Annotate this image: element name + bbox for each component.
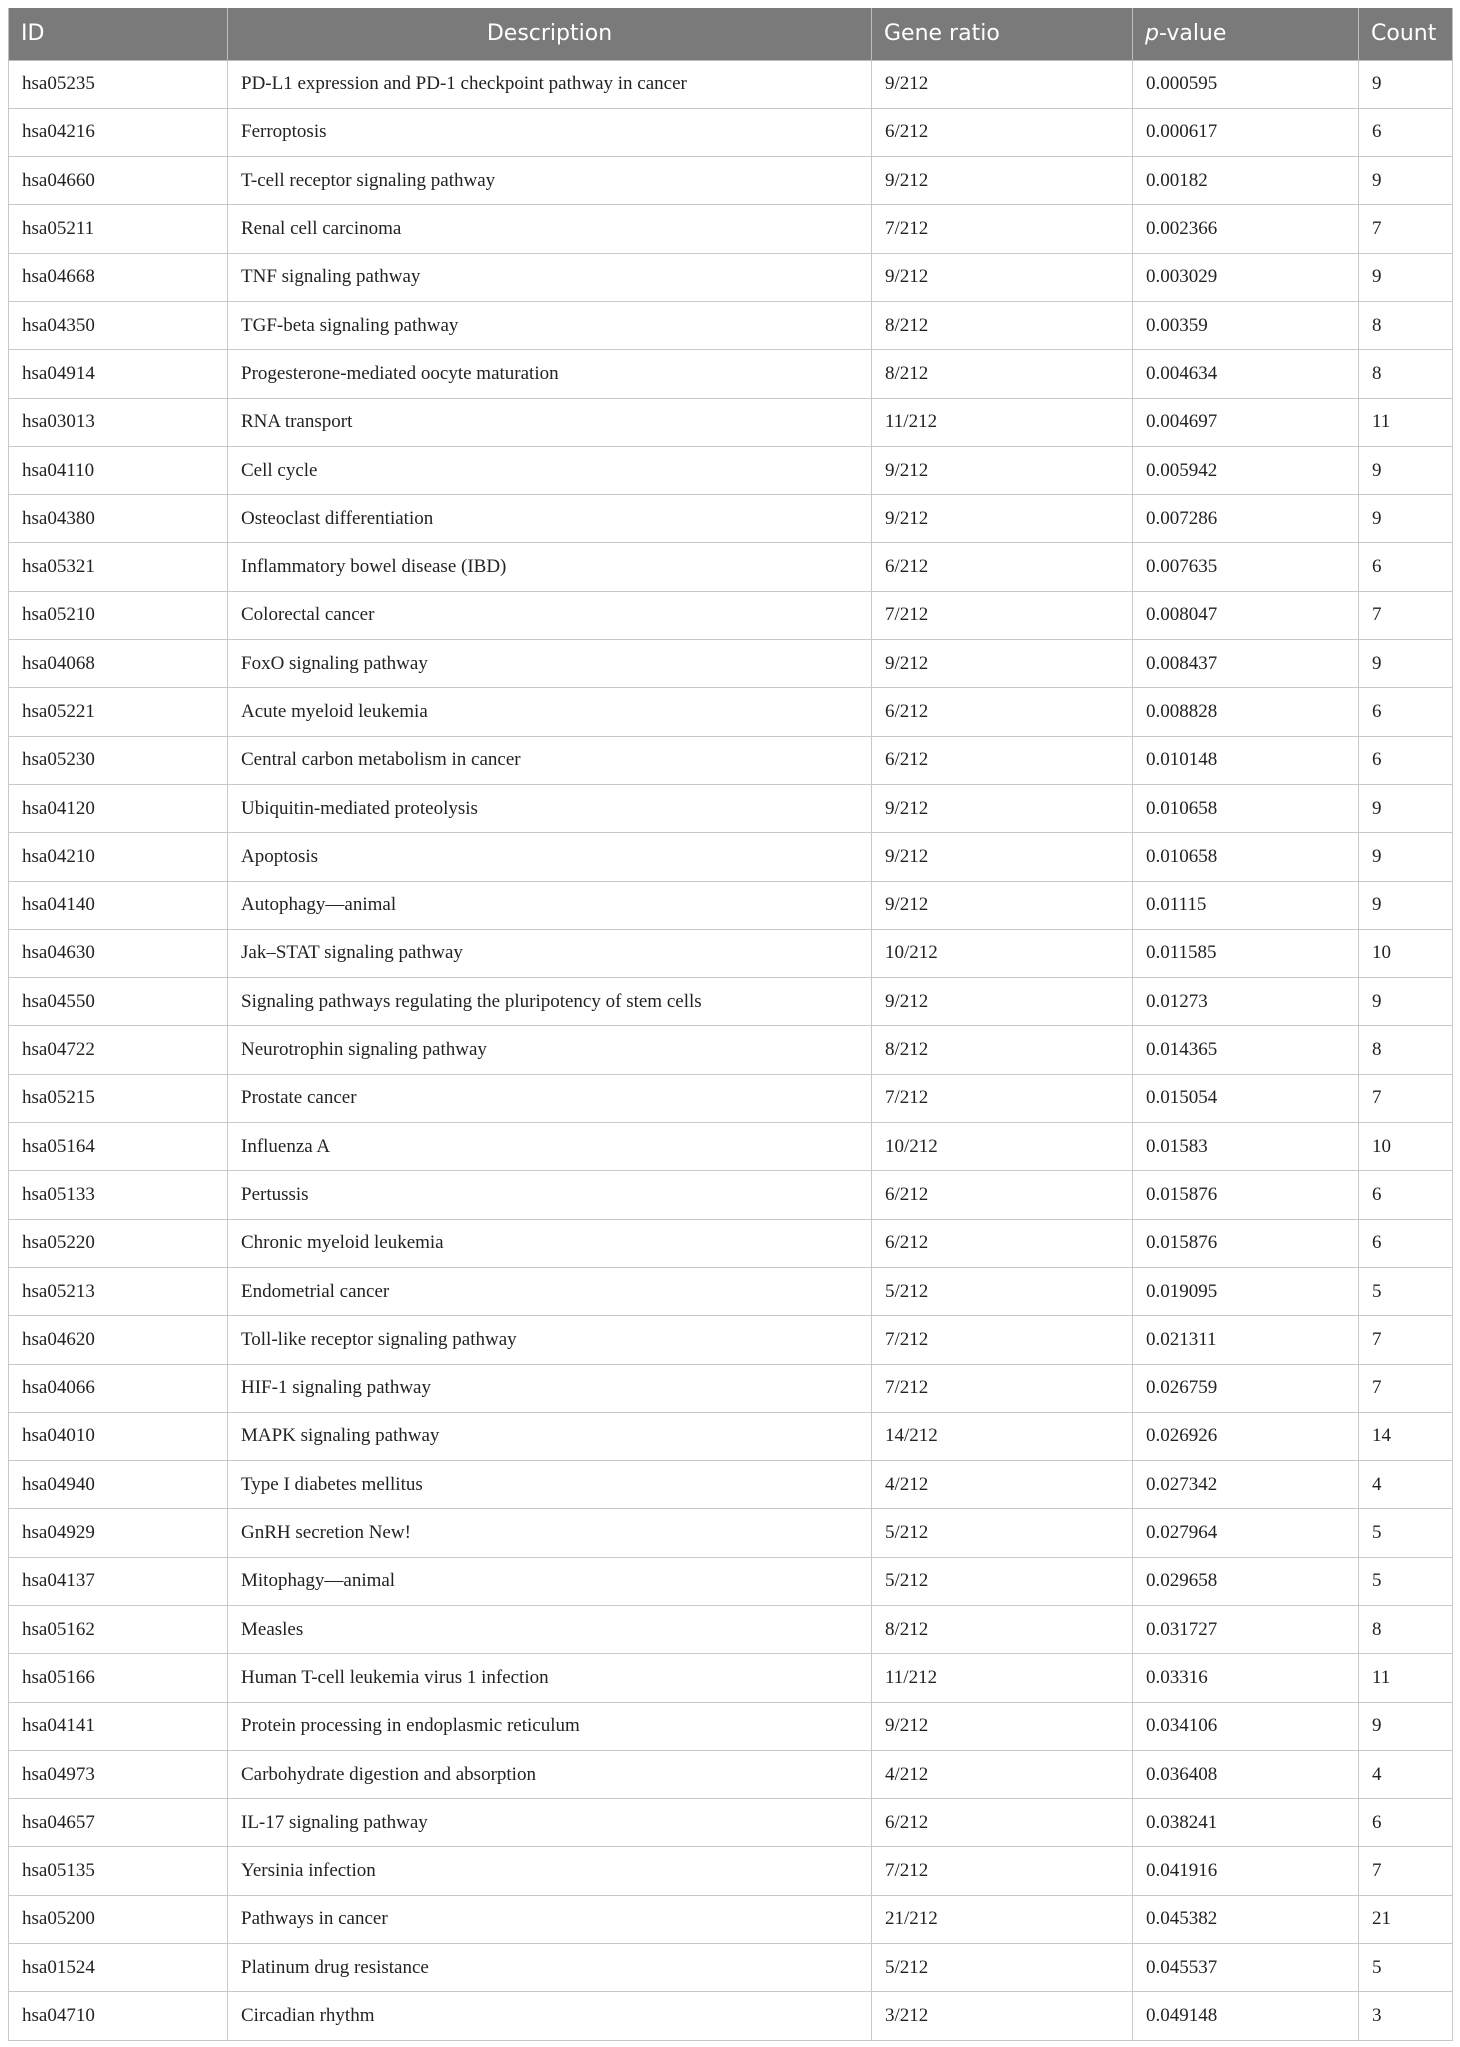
table-row xyxy=(9,350,1453,398)
cell-p-value: 0.026926 xyxy=(1133,1412,1359,1460)
cell-id: hsa04140 xyxy=(9,881,228,929)
cell-p-value: 0.027964 xyxy=(1133,1509,1359,1557)
cell-p-value: 0.015876 xyxy=(1133,1219,1359,1267)
table-row xyxy=(9,1799,1453,1847)
cell-gene-ratio: 8/212 xyxy=(872,1606,1133,1654)
header-p-value xyxy=(1133,8,1359,60)
cell-count: 11 xyxy=(1359,1654,1453,1702)
cell-gene-ratio: 9/212 xyxy=(872,495,1133,543)
table-row xyxy=(9,108,1453,156)
cell-id: hsa04010 xyxy=(9,1412,228,1460)
cell-id: hsa05230 xyxy=(9,736,228,784)
cell-count: 5 xyxy=(1359,1509,1453,1557)
cell-count: 9 xyxy=(1359,446,1453,494)
cell-gene-ratio: 9/212 xyxy=(872,640,1133,688)
header-count: Count xyxy=(1359,8,1453,60)
cell-p-value: 0.015054 xyxy=(1133,1074,1359,1122)
cell-id: hsa04210 xyxy=(9,833,228,881)
cell-p-value: 0.005942 xyxy=(1133,446,1359,494)
cell-id: hsa04620 xyxy=(9,1316,228,1364)
cell-description: Carbohydrate digestion and absorption xyxy=(228,1750,872,1798)
cell-gene-ratio: 14/212 xyxy=(872,1412,1133,1460)
cell-id: hsa03013 xyxy=(9,398,228,446)
cell-gene-ratio: 7/212 xyxy=(872,1364,1133,1412)
cell-id: hsa05135 xyxy=(9,1847,228,1895)
cell-count: 9 xyxy=(1359,833,1453,881)
cell-description: Renal cell carcinoma xyxy=(228,205,872,253)
cell-p-value: 0.038241 xyxy=(1133,1799,1359,1847)
table-row xyxy=(9,253,1453,301)
cell-description: FoxO signaling pathway xyxy=(228,640,872,688)
cell-gene-ratio: 7/212 xyxy=(872,1316,1133,1364)
kegg-enrichment-table xyxy=(8,8,1453,2041)
cell-gene-ratio: 7/212 xyxy=(872,1074,1133,1122)
cell-id: hsa04141 xyxy=(9,1702,228,1750)
table-row xyxy=(9,784,1453,832)
cell-p-value: 0.01273 xyxy=(1133,978,1359,1026)
cell-p-value: 0.045537 xyxy=(1133,1944,1359,1992)
cell-id: hsa05211 xyxy=(9,205,228,253)
cell-p-value: 0.036408 xyxy=(1133,1750,1359,1798)
cell-id: hsa05166 xyxy=(9,1654,228,1702)
cell-description: Neurotrophin signaling pathway xyxy=(228,1026,872,1074)
cell-gene-ratio: 10/212 xyxy=(872,1123,1133,1171)
table-row xyxy=(9,833,1453,881)
table-header xyxy=(9,8,1453,60)
cell-gene-ratio: 6/212 xyxy=(872,688,1133,736)
cell-p-value: 0.049148 xyxy=(1133,1992,1359,2040)
cell-count: 7 xyxy=(1359,1074,1453,1122)
cell-description: Pathways in cancer xyxy=(228,1895,872,1943)
cell-description: Yersinia infection xyxy=(228,1847,872,1895)
cell-count: 4 xyxy=(1359,1750,1453,1798)
cell-gene-ratio: 6/212 xyxy=(872,543,1133,591)
cell-count: 8 xyxy=(1359,1606,1453,1654)
cell-gene-ratio: 4/212 xyxy=(872,1750,1133,1798)
cell-id: hsa05210 xyxy=(9,591,228,639)
cell-description: Progesterone-mediated oocyte maturation xyxy=(228,350,872,398)
cell-p-value: 0.010148 xyxy=(1133,736,1359,784)
cell-p-value: 0.008437 xyxy=(1133,640,1359,688)
cell-id: hsa05213 xyxy=(9,1267,228,1315)
cell-p-value: 0.002366 xyxy=(1133,205,1359,253)
cell-p-value: 0.000595 xyxy=(1133,60,1359,108)
cell-description: GnRH secretion New! xyxy=(228,1509,872,1557)
cell-count: 8 xyxy=(1359,350,1453,398)
cell-count: 9 xyxy=(1359,881,1453,929)
table-row xyxy=(9,1412,1453,1460)
cell-description: Central carbon metabolism in cancer xyxy=(228,736,872,784)
table-row xyxy=(9,495,1453,543)
table-row xyxy=(9,736,1453,784)
cell-gene-ratio: 5/212 xyxy=(872,1557,1133,1605)
cell-description: Platinum drug resistance xyxy=(228,1944,872,1992)
table-row xyxy=(9,1654,1453,1702)
cell-count: 14 xyxy=(1359,1412,1453,1460)
cell-p-value: 0.00359 xyxy=(1133,301,1359,349)
cell-gene-ratio: 9/212 xyxy=(872,784,1133,832)
cell-description: Ubiquitin-mediated proteolysis xyxy=(228,784,872,832)
cell-count: 6 xyxy=(1359,1171,1453,1219)
table-row xyxy=(9,1557,1453,1605)
cell-gene-ratio: 9/212 xyxy=(872,1702,1133,1750)
cell-count: 10 xyxy=(1359,929,1453,977)
cell-id: hsa04657 xyxy=(9,1799,228,1847)
table-row xyxy=(9,1606,1453,1654)
table-row xyxy=(9,301,1453,349)
cell-id: hsa05200 xyxy=(9,1895,228,1943)
cell-count: 9 xyxy=(1359,495,1453,543)
cell-p-value: 0.014365 xyxy=(1133,1026,1359,1074)
cell-count: 7 xyxy=(1359,1847,1453,1895)
table-row xyxy=(9,591,1453,639)
header-id: ID xyxy=(9,8,228,60)
table-row xyxy=(9,929,1453,977)
cell-p-value: 0.01583 xyxy=(1133,1123,1359,1171)
header-p-value-italic: p xyxy=(1145,21,1159,47)
cell-id: hsa04350 xyxy=(9,301,228,349)
table-row xyxy=(9,1123,1453,1171)
cell-gene-ratio: 6/212 xyxy=(872,1799,1133,1847)
table-row xyxy=(9,1074,1453,1122)
cell-description: Protein processing in endoplasmic reticulum xyxy=(228,1702,872,1750)
cell-id: hsa04120 xyxy=(9,784,228,832)
table-row xyxy=(9,1461,1453,1509)
cell-p-value: 0.004697 xyxy=(1133,398,1359,446)
cell-id: hsa04110 xyxy=(9,446,228,494)
cell-description: RNA transport xyxy=(228,398,872,446)
cell-p-value: 0.00182 xyxy=(1133,157,1359,205)
table-row xyxy=(9,157,1453,205)
cell-id: hsa05133 xyxy=(9,1171,228,1219)
cell-id: hsa04914 xyxy=(9,350,228,398)
table-row xyxy=(9,60,1453,108)
cell-gene-ratio: 21/212 xyxy=(872,1895,1133,1943)
cell-count: 3 xyxy=(1359,1992,1453,2040)
cell-id: hsa04660 xyxy=(9,157,228,205)
cell-gene-ratio: 9/212 xyxy=(872,253,1133,301)
cell-description: Measles xyxy=(228,1606,872,1654)
cell-id: hsa05321 xyxy=(9,543,228,591)
table-row xyxy=(9,1316,1453,1364)
cell-count: 11 xyxy=(1359,398,1453,446)
cell-description: Chronic myeloid leukemia xyxy=(228,1219,872,1267)
cell-count: 6 xyxy=(1359,1799,1453,1847)
cell-id: hsa04216 xyxy=(9,108,228,156)
table-row xyxy=(9,1267,1453,1315)
cell-gene-ratio: 8/212 xyxy=(872,301,1133,349)
table-row xyxy=(9,1992,1453,2040)
cell-p-value: 0.041916 xyxy=(1133,1847,1359,1895)
cell-count: 8 xyxy=(1359,301,1453,349)
cell-p-value: 0.008047 xyxy=(1133,591,1359,639)
table-body xyxy=(9,60,1453,2040)
table-row xyxy=(9,1895,1453,1943)
cell-count: 7 xyxy=(1359,1316,1453,1364)
cell-count: 9 xyxy=(1359,253,1453,301)
cell-description: Human T-cell leukemia virus 1 infection xyxy=(228,1654,872,1702)
cell-p-value: 0.03316 xyxy=(1133,1654,1359,1702)
cell-id: hsa04550 xyxy=(9,978,228,1026)
cell-count: 9 xyxy=(1359,60,1453,108)
cell-p-value: 0.010658 xyxy=(1133,833,1359,881)
cell-description: Apoptosis xyxy=(228,833,872,881)
kegg-enrichment-table-container xyxy=(8,8,1452,2041)
cell-gene-ratio: 8/212 xyxy=(872,350,1133,398)
cell-id: hsa04668 xyxy=(9,253,228,301)
cell-gene-ratio: 6/212 xyxy=(872,736,1133,784)
cell-count: 7 xyxy=(1359,591,1453,639)
cell-gene-ratio: 9/212 xyxy=(872,881,1133,929)
cell-id: hsa01524 xyxy=(9,1944,228,1992)
cell-gene-ratio: 6/212 xyxy=(872,108,1133,156)
cell-gene-ratio: 11/212 xyxy=(872,398,1133,446)
cell-id: hsa05221 xyxy=(9,688,228,736)
cell-id: hsa05164 xyxy=(9,1123,228,1171)
header-description: Description xyxy=(228,8,872,60)
cell-description: Type I diabetes mellitus xyxy=(228,1461,872,1509)
cell-count: 9 xyxy=(1359,157,1453,205)
cell-description: Mitophagy—animal xyxy=(228,1557,872,1605)
cell-id: hsa04710 xyxy=(9,1992,228,2040)
cell-p-value: 0.026759 xyxy=(1133,1364,1359,1412)
cell-gene-ratio: 5/212 xyxy=(872,1267,1133,1315)
cell-description: T-cell receptor signaling pathway xyxy=(228,157,872,205)
table-row xyxy=(9,978,1453,1026)
cell-count: 6 xyxy=(1359,736,1453,784)
cell-count: 6 xyxy=(1359,108,1453,156)
cell-gene-ratio: 7/212 xyxy=(872,205,1133,253)
cell-id: hsa04940 xyxy=(9,1461,228,1509)
table-row xyxy=(9,1219,1453,1267)
cell-count: 21 xyxy=(1359,1895,1453,1943)
cell-description: TNF signaling pathway xyxy=(228,253,872,301)
table-row xyxy=(9,1509,1453,1557)
table-row xyxy=(9,398,1453,446)
cell-id: hsa05235 xyxy=(9,60,228,108)
cell-count: 7 xyxy=(1359,1364,1453,1412)
cell-p-value: 0.027342 xyxy=(1133,1461,1359,1509)
cell-gene-ratio: 9/212 xyxy=(872,157,1133,205)
table-row xyxy=(9,1364,1453,1412)
cell-description: Circadian rhythm xyxy=(228,1992,872,2040)
cell-id: hsa04066 xyxy=(9,1364,228,1412)
cell-count: 9 xyxy=(1359,640,1453,688)
cell-gene-ratio: 9/212 xyxy=(872,60,1133,108)
table-row xyxy=(9,446,1453,494)
cell-description: Influenza A xyxy=(228,1123,872,1171)
cell-p-value: 0.015876 xyxy=(1133,1171,1359,1219)
cell-count: 6 xyxy=(1359,688,1453,736)
cell-id: hsa05162 xyxy=(9,1606,228,1654)
cell-gene-ratio: 4/212 xyxy=(872,1461,1133,1509)
table-row xyxy=(9,1026,1453,1074)
cell-p-value: 0.003029 xyxy=(1133,253,1359,301)
cell-p-value: 0.029658 xyxy=(1133,1557,1359,1605)
cell-gene-ratio: 8/212 xyxy=(872,1026,1133,1074)
cell-gene-ratio: 5/212 xyxy=(872,1944,1133,1992)
cell-count: 9 xyxy=(1359,784,1453,832)
cell-id: hsa04722 xyxy=(9,1026,228,1074)
table-row xyxy=(9,205,1453,253)
cell-count: 5 xyxy=(1359,1944,1453,1992)
cell-gene-ratio: 11/212 xyxy=(872,1654,1133,1702)
cell-id: hsa04137 xyxy=(9,1557,228,1605)
cell-count: 7 xyxy=(1359,205,1453,253)
cell-count: 10 xyxy=(1359,1123,1453,1171)
cell-p-value: 0.034106 xyxy=(1133,1702,1359,1750)
cell-description: Endometrial cancer xyxy=(228,1267,872,1315)
cell-description: HIF-1 signaling pathway xyxy=(228,1364,872,1412)
cell-p-value: 0.019095 xyxy=(1133,1267,1359,1315)
table-row xyxy=(9,640,1453,688)
cell-count: 8 xyxy=(1359,1026,1453,1074)
cell-count: 5 xyxy=(1359,1557,1453,1605)
cell-id: hsa04068 xyxy=(9,640,228,688)
cell-description: Signaling pathways regulating the pluripotency of stem cells xyxy=(228,978,872,1026)
cell-p-value: 0.010658 xyxy=(1133,784,1359,832)
cell-count: 4 xyxy=(1359,1461,1453,1509)
cell-gene-ratio: 6/212 xyxy=(872,1219,1133,1267)
header-row xyxy=(9,8,1453,60)
cell-p-value: 0.045382 xyxy=(1133,1895,1359,1943)
cell-p-value: 0.01115 xyxy=(1133,881,1359,929)
cell-description: Prostate cancer xyxy=(228,1074,872,1122)
cell-description: Toll-like receptor signaling pathway xyxy=(228,1316,872,1364)
cell-id: hsa05215 xyxy=(9,1074,228,1122)
table-row xyxy=(9,543,1453,591)
cell-id: hsa04929 xyxy=(9,1509,228,1557)
table-row xyxy=(9,1171,1453,1219)
cell-gene-ratio: 9/212 xyxy=(872,833,1133,881)
table-row xyxy=(9,1944,1453,1992)
table-row xyxy=(9,1702,1453,1750)
cell-p-value: 0.000617 xyxy=(1133,108,1359,156)
cell-description: Cell cycle xyxy=(228,446,872,494)
cell-p-value: 0.011585 xyxy=(1133,929,1359,977)
cell-description: PD-L1 expression and PD-1 checkpoint pathway in cancer xyxy=(228,60,872,108)
cell-id: hsa04380 xyxy=(9,495,228,543)
cell-gene-ratio: 3/212 xyxy=(872,1992,1133,2040)
table-row xyxy=(9,1847,1453,1895)
cell-description: TGF-beta signaling pathway xyxy=(228,301,872,349)
cell-p-value: 0.007635 xyxy=(1133,543,1359,591)
table-row xyxy=(9,688,1453,736)
cell-p-value: 0.031727 xyxy=(1133,1606,1359,1654)
cell-count: 6 xyxy=(1359,1219,1453,1267)
cell-description: Acute myeloid leukemia xyxy=(228,688,872,736)
cell-gene-ratio: 6/212 xyxy=(872,1171,1133,1219)
cell-count: 9 xyxy=(1359,1702,1453,1750)
table-row xyxy=(9,881,1453,929)
header-gene-ratio: Gene ratio xyxy=(872,8,1133,60)
cell-gene-ratio: 7/212 xyxy=(872,1847,1133,1895)
table-row xyxy=(9,1750,1453,1798)
cell-gene-ratio: 5/212 xyxy=(872,1509,1133,1557)
cell-description: IL-17 signaling pathway xyxy=(228,1799,872,1847)
cell-description: Osteoclast differentiation xyxy=(228,495,872,543)
cell-id: hsa05220 xyxy=(9,1219,228,1267)
cell-count: 6 xyxy=(1359,543,1453,591)
cell-id: hsa04973 xyxy=(9,1750,228,1798)
cell-count: 5 xyxy=(1359,1267,1453,1315)
cell-description: Jak–STAT signaling pathway xyxy=(228,929,872,977)
cell-description: Autophagy—animal xyxy=(228,881,872,929)
cell-count: 9 xyxy=(1359,978,1453,1026)
cell-description: Pertussis xyxy=(228,1171,872,1219)
cell-p-value: 0.007286 xyxy=(1133,495,1359,543)
cell-gene-ratio: 7/212 xyxy=(872,591,1133,639)
cell-description: MAPK signaling pathway xyxy=(228,1412,872,1460)
cell-p-value: 0.008828 xyxy=(1133,688,1359,736)
cell-gene-ratio: 10/212 xyxy=(872,929,1133,977)
cell-p-value: 0.021311 xyxy=(1133,1316,1359,1364)
cell-p-value: 0.004634 xyxy=(1133,350,1359,398)
header-p-value-rest: -value xyxy=(1158,21,1227,47)
cell-description: Inflammatory bowel disease (IBD) xyxy=(228,543,872,591)
cell-description: Ferroptosis xyxy=(228,108,872,156)
cell-gene-ratio: 9/212 xyxy=(872,446,1133,494)
cell-description: Colorectal cancer xyxy=(228,591,872,639)
cell-id: hsa04630 xyxy=(9,929,228,977)
cell-gene-ratio: 9/212 xyxy=(872,978,1133,1026)
